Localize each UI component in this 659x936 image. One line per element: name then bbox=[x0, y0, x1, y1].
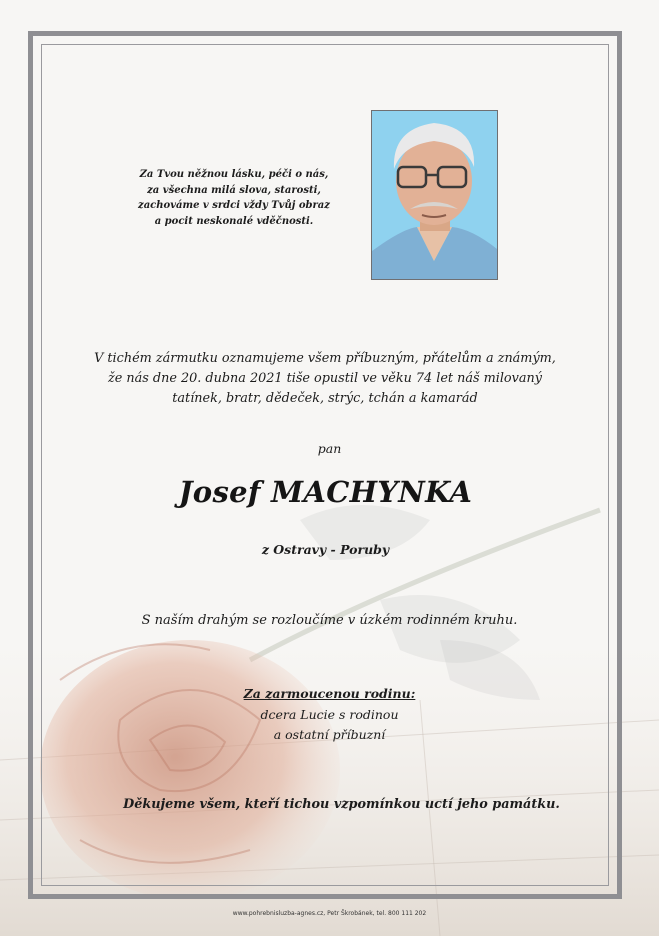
title-word: pan bbox=[317, 441, 342, 456]
deceased-name: Josef MACHYNKA bbox=[178, 475, 473, 509]
hometown: z Ostravy - Poruby bbox=[261, 542, 390, 557]
mourners-heading: Za zarmoucenou rodinu: bbox=[243, 686, 416, 701]
thanks-note: Děkujeme všem, kteří tichou vzpomínkou uctí jeho památku. bbox=[123, 797, 560, 812]
farewell-note: S naším drahým se rozloučíme v úzkém rodinném kruhu. bbox=[141, 613, 518, 628]
mourner-line: a ostatní příbuzní bbox=[273, 727, 386, 742]
mourner-line: dcera Lucie s rodinou bbox=[260, 707, 399, 722]
portrait-photo bbox=[371, 110, 498, 280]
motto-verse: Za Tvou něžnou lásku, péči o nás, za všechna milá slova, starosti, zachováme v srdci vždy Tvůj obraz a pocit neskonalé vděčnosti. bbox=[138, 169, 330, 227]
death-announcement: V tichém zármutku oznamujeme všem příbuzným, přátelům a známým, že nás dne 20. dubna 2021 tiše opustil ve věku 74 let náš milovaný tatínek, bratr, dědeček, strýc, tchán a kamarád bbox=[94, 351, 556, 406]
funeral-service-footer: www.pohrebnisluzba-agnes.cz, Petr Škrobánek, tel. 800 111 202 bbox=[232, 910, 427, 917]
